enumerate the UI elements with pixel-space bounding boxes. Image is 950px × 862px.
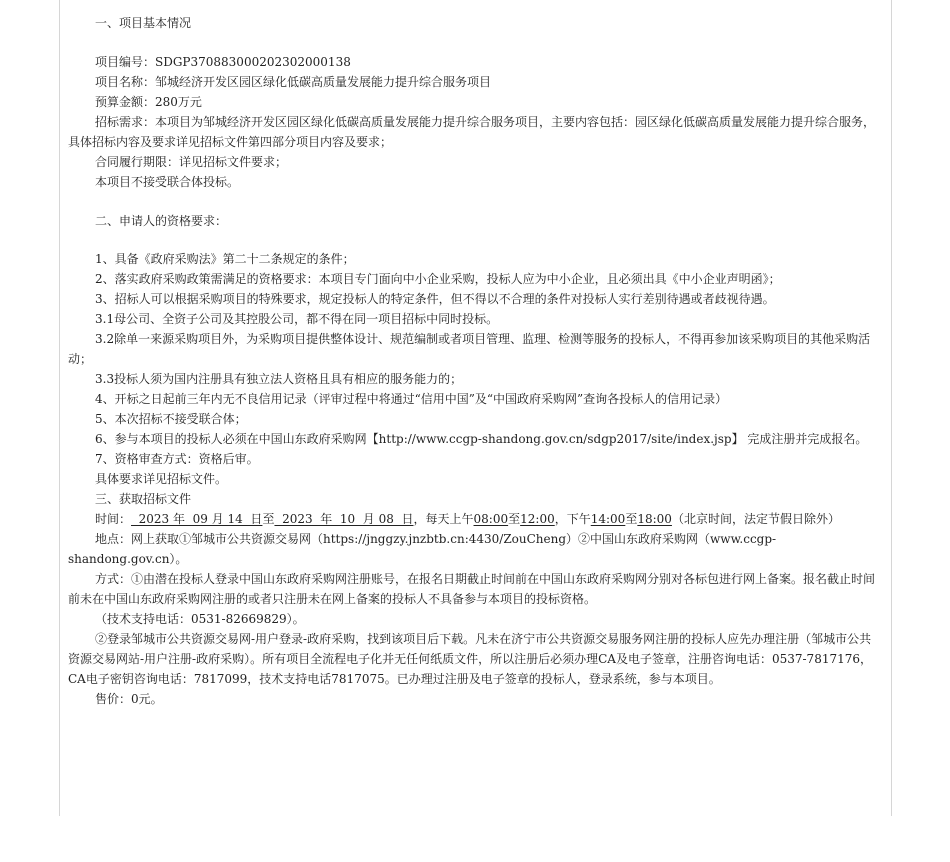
end-date: 2023 年 10 月 08 日 <box>274 512 414 526</box>
pm-prefix: ，下午 <box>554 512 591 526</box>
requirement-item: 3、招标人可以根据采购项目的特殊要求，规定投标人的特定条件，但不得以不合理的条件对投标人实行差别待遇或者歧视待遇。 <box>95 292 775 306</box>
to-text: 至 <box>508 512 521 526</box>
requirement-item-registration: 6、参与本项目的投标人必须在中国山东政府采购网【http://www.ccgp-shandong.gov.cn/sdgp2017/site/index.jsp】 完成注册并完成报名。 <box>95 432 868 446</box>
to-text: 至 <box>625 512 638 526</box>
project-number: 项目编号：SDGP370883000202302000138 <box>95 55 351 69</box>
project-name: 项目名称：邹城经济开发区园区绿化低碳高质量发展能力提升综合服务项目 <box>95 75 492 89</box>
requirement-item: 5、本次招标不接受联合体； <box>95 412 247 426</box>
consortium-note: 本项目不接受联合体投标。 <box>95 175 240 189</box>
section1-heading: 一、项目基本情况 <box>95 16 192 30</box>
acquisition-time <box>68 509 883 529</box>
pm-start: 14:00 <box>590 512 626 526</box>
acquisition-method-2: ②登录邹城市公共资源交易网-用户登录-政府采购，找到该项目后下载。凡未在济宁市公共资源交易服务网注册的投标人应先办理注册（邹城市公共资源交易网站-用户注册-政府采购）。所有项目全流程电子化并无任何纸质文件，所以注册后必须办理CA及电子签章，注册咨询电话：0537-7817176，CA电子密钥咨询电话：7817099，技术支持电话7817075。已办理过注册及电子签章的投标人，登录系统，参与本项目。 <box>68 632 872 686</box>
daily-prefix: ，每天上午 <box>413 512 474 526</box>
document-price: 售价：0元。 <box>95 692 163 706</box>
contract-period: 合同履行期限：详见招标文件要求； <box>95 155 288 169</box>
requirement-item: 3.2除单一来源采购项目外，为采购项目提供整体设计、规范编制或者项目管理、监理、检测等服务的投标人，不得再参加该采购项目的其他采购活动； <box>68 332 871 366</box>
budget-amount: 预算金额：280万元 <box>95 95 202 109</box>
start-date: 2023 年 09 月 14 日 <box>131 512 263 526</box>
am-end: 12:00 <box>520 512 555 526</box>
requirement-item: 3.3投标人须为国内注册具有独立法人资格且具有相应的服务能力的； <box>95 372 463 386</box>
requirement-item: 7、资格审查方式：资格后审。 <box>95 452 259 466</box>
am-start: 08:00 <box>473 512 509 526</box>
section3-heading: 三、获取招标文件 <box>95 492 192 506</box>
to-text: 至 <box>262 512 275 526</box>
time-label: 时间： <box>95 512 132 526</box>
announcement-body <box>68 13 883 709</box>
requirement-item: 1、具备《政府采购法》第二十二条规定的条件； <box>95 252 355 266</box>
requirement-item: 3.1母公司、全资子公司及其控股公司，都不得在同一项目招标中同时投标。 <box>95 312 499 326</box>
time-suffix: （北京时间，法定节假日除外） <box>671 512 840 526</box>
requirement-item: 具体要求详见招标文件。 <box>95 472 228 486</box>
tender-demand: 招标需求：本项目为邹城经济开发区园区绿化低碳高质量发展能力提升综合服务项目，主要内容包括：园区绿化低碳高质量发展能力提升综合服务，具体招标内容及要求详见招标文件第四部分项目内容及要求； <box>68 115 876 149</box>
requirement-item: 4、开标之日起前三年内无不良信用记录（评审过程中将通过“信用中国”及“中国政府采购网”查询各投标人的信用记录） <box>95 392 728 406</box>
acquisition-place: 地点：网上获取①邹城市公共资源交易网（https://jnggzy.jnzbtb.cn:4430/ZouCheng）②中国山东政府采购网（www.ccgp-shandong.gov.cn）。 <box>68 532 777 566</box>
acquisition-method-1: 方式：①由潜在投标人登录中国山东政府采购网注册账号，在报名日期截止时间前在中国山东政府采购网分别对各标包进行网上备案。报名截止时间前未在中国山东政府采购网注册的或者只注册未在网上备案的投标人不具备参与本项目的投标资格。 <box>68 572 876 606</box>
tech-support-phone: （技术支持电话：0531-82669829）。 <box>95 612 305 626</box>
pm-end: 18:00 <box>637 512 672 526</box>
section2-heading: 二、申请人的资格要求： <box>95 214 228 228</box>
requirement-item: 2、落实政府采购政策需满足的资格要求：本项目专门面向中小企业采购，投标人应为中小企业，且必须出具《中小企业声明函》； <box>95 272 781 286</box>
